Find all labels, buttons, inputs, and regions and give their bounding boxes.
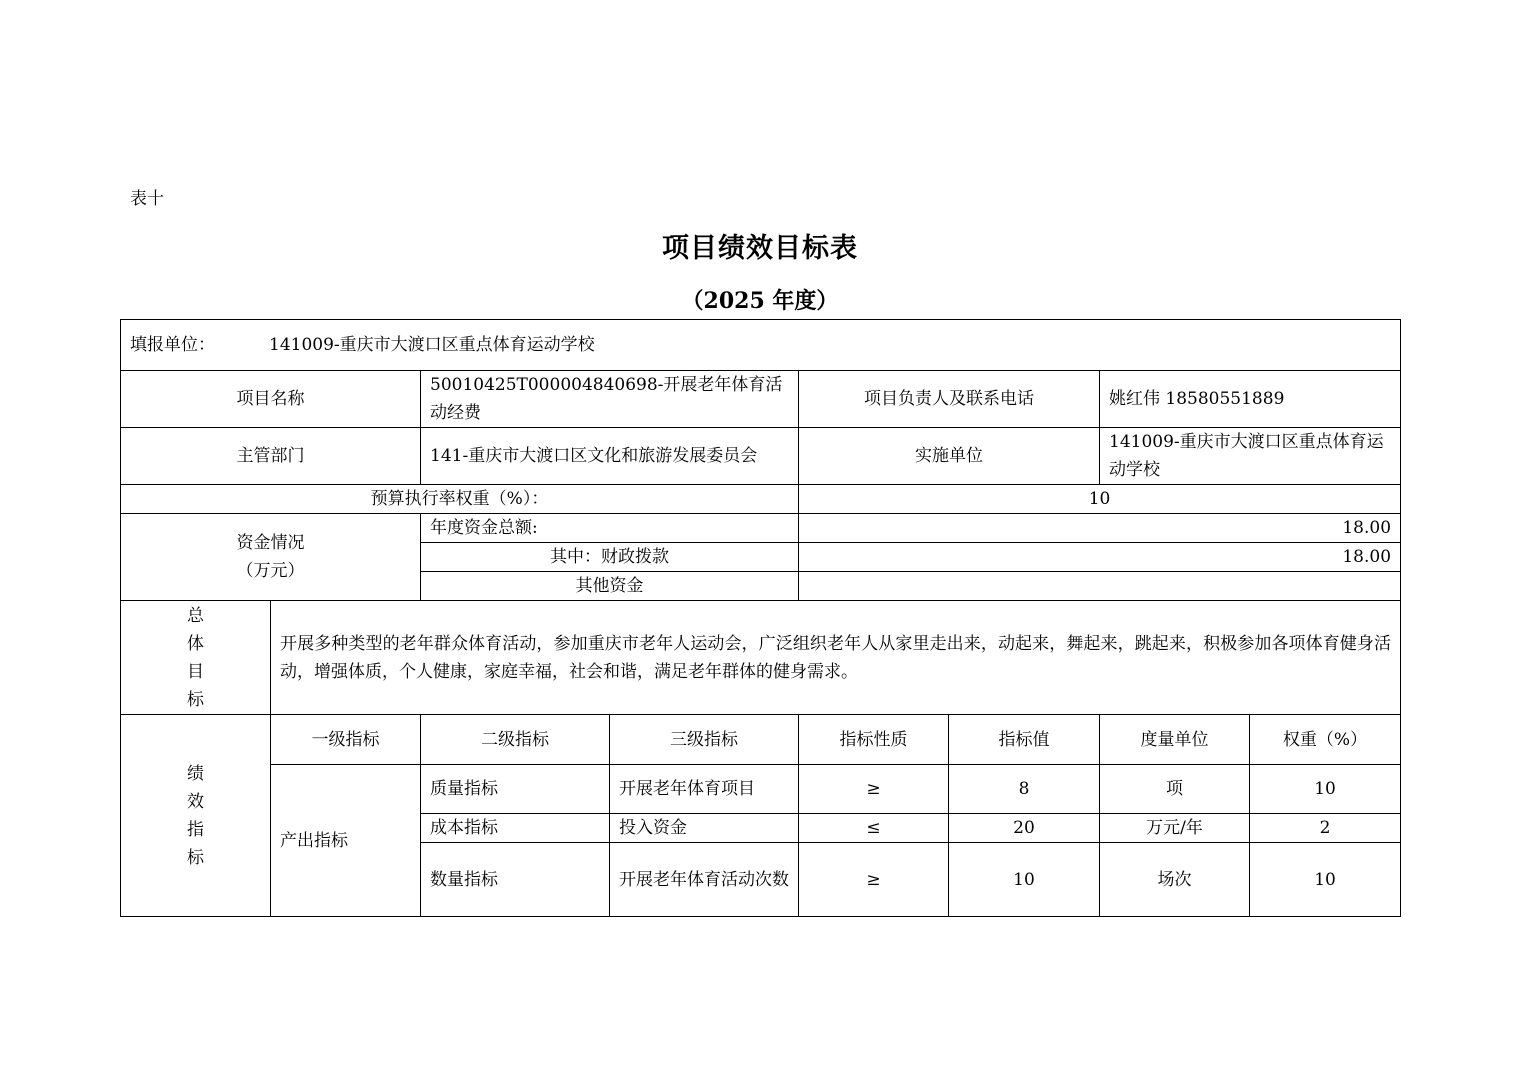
overall-goal-char: 标 bbox=[187, 689, 204, 710]
header-nature: 指标性质 bbox=[799, 715, 949, 765]
funds-label-line1: 资金情况 bbox=[236, 533, 305, 553]
filling-unit-value: 141009-重庆市大渡口区重点体育运动学校 bbox=[269, 335, 595, 355]
row-weight: 2 bbox=[1250, 814, 1401, 843]
project-owner-label: 项目负责人及联系电话 bbox=[799, 371, 1100, 428]
row-value: 20 bbox=[949, 814, 1100, 843]
implementing-unit-value: 141009-重庆市大渡口区重点体育运动学校 bbox=[1100, 428, 1401, 485]
row-value: 10 bbox=[949, 843, 1100, 917]
overall-goal-char: 目 bbox=[187, 661, 204, 682]
row-nature: ≥ bbox=[799, 843, 949, 917]
row-unit: 场次 bbox=[1100, 843, 1250, 917]
project-name-value: 50010425T000004840698-开展老年体育活动经费 bbox=[421, 371, 799, 428]
department-label: 主管部门 bbox=[121, 428, 421, 485]
performance-target-table bbox=[120, 319, 1401, 917]
annual-total-label: 年度资金总额: bbox=[421, 514, 799, 543]
indicators-char: 绩 bbox=[187, 763, 204, 784]
funds-label bbox=[121, 514, 421, 601]
row-weight: 10 bbox=[1250, 843, 1401, 917]
funds-label-line2: （万元） bbox=[236, 561, 305, 581]
budget-rate-label: 预算执行率权重（%）： bbox=[121, 485, 799, 514]
table-row bbox=[121, 765, 1401, 814]
row-unit: 项 bbox=[1100, 765, 1250, 814]
overall-goal-char: 总 bbox=[187, 605, 204, 626]
row-level2: 质量指标 bbox=[421, 765, 610, 814]
overall-goal-label bbox=[121, 601, 271, 715]
row-weight: 10 bbox=[1250, 765, 1401, 814]
fiscal-allocation-value: 18.00 bbox=[799, 543, 1401, 572]
overall-goal-char: 体 bbox=[187, 633, 204, 654]
department-value: 141-重庆市大渡口区文化和旅游发展委员会 bbox=[421, 428, 799, 485]
other-funds-label: 其他资金 bbox=[421, 572, 799, 601]
row-unit: 万元/年 bbox=[1100, 814, 1250, 843]
annual-total-value: 18.00 bbox=[799, 514, 1401, 543]
row-level3: 开展老年体育项目 bbox=[610, 765, 799, 814]
budget-rate-value: 10 bbox=[799, 485, 1401, 514]
project-owner-value: 姚红伟 18580551889 bbox=[1100, 371, 1401, 428]
filling-unit-label: 填报单位： bbox=[130, 335, 215, 355]
header-level3: 三级指标 bbox=[610, 715, 799, 765]
page-subtitle-year: （2025 年度） bbox=[681, 288, 839, 314]
row-nature: ≤ bbox=[799, 814, 949, 843]
row-level2: 成本指标 bbox=[421, 814, 610, 843]
header-unit: 度量单位 bbox=[1100, 715, 1250, 765]
row-level3: 投入资金 bbox=[610, 814, 799, 843]
indicators-label bbox=[121, 715, 271, 917]
fiscal-allocation-label: 其中：财政拨款 bbox=[421, 543, 799, 572]
row-level2: 数量指标 bbox=[421, 843, 610, 917]
overall-goal-text: 开展多种类型的老年群众体育活动，参加重庆市老年人运动会，广泛组织老年人从家里走出来，动起来，舞起来，跳起来，积极参加各项体育健身活动，增强体质，个人健康，家庭幸福，社会和谐，满足老年群体的健身需求。 bbox=[271, 601, 1401, 715]
header-level2: 二级指标 bbox=[421, 715, 610, 765]
header-level1: 一级指标 bbox=[271, 715, 421, 765]
header-value: 指标值 bbox=[949, 715, 1100, 765]
indicators-char: 标 bbox=[187, 847, 204, 868]
row-nature: ≥ bbox=[799, 765, 949, 814]
implementing-unit-label: 实施单位 bbox=[799, 428, 1100, 485]
row-level3: 开展老年体育活动次数 bbox=[610, 843, 799, 917]
indicators-char: 指 bbox=[187, 819, 204, 840]
filling-unit-cell bbox=[121, 320, 1401, 371]
project-name-label: 项目名称 bbox=[121, 371, 421, 428]
page-title: 项目绩效目标表 bbox=[662, 233, 858, 264]
indicators-char: 效 bbox=[187, 791, 204, 812]
header-weight: 权重（%） bbox=[1250, 715, 1401, 765]
row-value: 8 bbox=[949, 765, 1100, 814]
level1-output-indicator: 产出指标 bbox=[271, 765, 421, 917]
other-funds-value bbox=[799, 572, 1401, 601]
table-number: 表十 bbox=[130, 189, 164, 209]
